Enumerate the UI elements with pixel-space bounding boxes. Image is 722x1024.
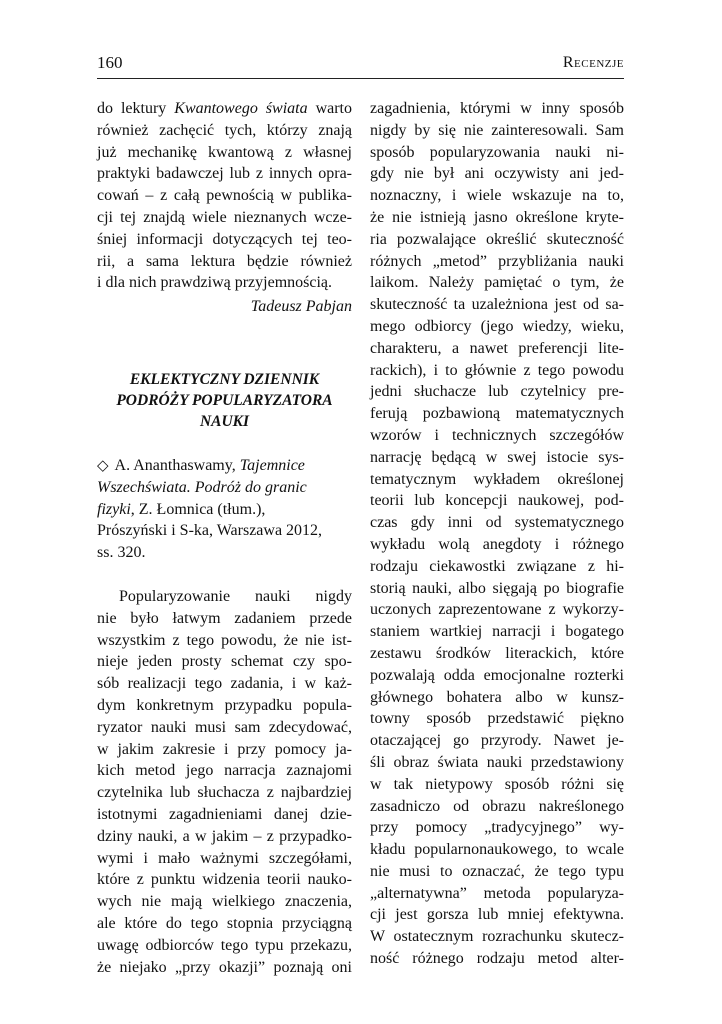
text-line: głównego bohatera albo w kunsz- [370,688,624,706]
text-line: w tak nietypowy sposób różni się [370,775,624,793]
text-line: które z punktu widzenia teorii nauko- [97,871,352,889]
text-line: uwagę odbiorców tego typu przekazu, [97,936,352,954]
text-line: towny sposób przedstawić piękno [370,710,624,728]
text-line: cowań – z całą pewnością w publika- [97,187,352,205]
text-line: dym konkretnym przypadku popula- [97,696,352,714]
text-line: skuteczność ta uzależniona jest od sa- [370,296,624,314]
text-line: kładu popularnonaukowego, to wcale [370,841,624,859]
bib-line: fizyki, Z. Łomnica (tłum.), [97,500,266,518]
bib-line: ss. 320. [97,544,146,562]
text-line: czas gdy inni od systematycznego [370,514,624,532]
text-line: „alternatywna” metoda popularyza- [370,884,624,902]
diamond-icon: ◇ [97,457,109,474]
text-line: sposób popularyzowania nauki ni- [370,143,624,161]
text-line: charakteru, a nawet preferencji lite- [370,339,624,357]
text-line: praktyki badawczej lub z innych opra- [97,165,352,183]
text-line: sób realizacji tego zadania, i w każ- [97,675,352,693]
text-line: wych nie mają wielkiego znaczenia, [97,893,352,911]
text-line: staniem wartkiej narracji i bogatego [370,623,624,641]
text-line: pozwalają odda emocjonalne rozterki [370,666,624,684]
text-line: że niejako „przy okazji” poznają oni [97,958,352,976]
text-line: przy pomocy „tradycyjnego” wy- [370,819,624,837]
left-column [97,98,352,978]
text-line: różnych „metod” przybliżania nauki [370,252,624,270]
text-line: nieje jeden prosty schemat czy spo- [97,653,352,671]
text-line: i dla nich prawdziwą przyjemnością. [97,274,333,292]
text-line: wymi i mało ważnymi szczegółami, [97,849,352,867]
text-line: śniej informacji dotyczących tej teo- [97,230,352,248]
title-line: EKLEKTYCZNY DZIENNIK [129,370,320,388]
text-line: W ostatecznym rozrachunku skutecz- [370,928,624,946]
text-line: rackich), i to głównie z tego powodu [370,361,624,379]
right-column [370,98,624,970]
text-line: tematycznym wykładem określonej [370,470,624,488]
text-line: czytelnika lub słuchacza z najbardziej [97,784,352,802]
text-line: cji jest gorsza lub mniej efektywna. [370,906,624,924]
text-line: śli obraz świata nauki przedstawiony [370,753,624,771]
text-line: wszystkim z tego powodu, że nie ist- [97,631,352,649]
text-line: ryzator nauki musi sam zdecydować, [97,718,352,736]
text-line: ale które do tego stopnia przyciągną [97,914,352,932]
text-line: rodzaju ciekawostki związane z hi- [370,557,624,575]
text-line: kich metod jego narracja zaznajomi [97,762,352,780]
text-line: nie było łatwym zadaniem przede [97,609,352,627]
review-title [97,369,352,432]
text-line: laikom. Należy pamiętać o tym, że [370,274,624,292]
text-line: gdy nie był ani oczywisty ani jed- [370,165,624,183]
text-line: zestawu środków literackich, które [370,644,624,662]
text-line: nie musi to oznaczać, że tego typu [370,862,624,880]
text-line: zagadnienia, którymi w inny sposób [370,100,624,117]
text-line: już mechanikę kwantową z własnej [97,143,352,161]
text-line: zasadniczo od obrazu nakreślonego [370,797,624,815]
text-line: istotnymi zagadnieniami danej dzie- [97,805,352,823]
review-signature: Tadeusz Pabjan [250,298,352,316]
text-line: że nie istnieją jasno określone kryte- [370,208,624,226]
title-line: PODRÓŻY POPULARYZATORA [116,391,333,409]
bib-line: Wszechświata. Podróż do granic [97,478,307,496]
text-line: w jakim zakresie i przy pomocy ja- [97,740,352,758]
text-line: teorii lub koncepcji naukowej, pod- [370,492,624,510]
text-line: Popularyzowanie nauki nigdy [119,587,352,605]
text-line: ria pozwalające określić skuteczność [370,230,624,248]
text-line: dziny nauki, a w jakim – z przypadko- [97,827,352,845]
text-line: nigdy by się nie zainteresowali. Sam [370,121,624,139]
text-line: jedni słuchacze lub czytelnicy pre- [370,383,624,401]
text-line: narrację będącą w swej istocie sys- [370,448,624,466]
text-line: storią nauki, albo sięgają po biografie [370,579,624,597]
text-line: noznaczny, i wiele wskazuje na to, [370,187,624,205]
text-line: rii, a sama lektura będzie również [97,252,352,270]
running-head: Recenzje [562,54,624,71]
bib-line: ◇ A. Ananthaswamy, Tajemnice [97,456,305,474]
text-line: wykładu wolą anegdoty i różnego [370,535,624,553]
text-line: otaczającej go przyrody. Nawet je- [370,732,624,750]
text-line: do lektury Kwantowego świata warto [97,100,352,117]
text-line: wzorów i technicznych szczegółów [370,426,624,444]
text-line: ferują pozbawioną matematycznych [370,405,624,423]
text-line: cji tej znajdą wiele nieznanych wcze- [97,208,352,226]
book-title-emphasis: Kwantowego świata [174,100,308,117]
text-line: również zachęcić tych, którzy znają [97,121,352,139]
bib-line: Prószyński i S-ka, Warszawa 2012, [97,522,323,540]
text-line: mego odbiorcy (jego wiedzy, wieku, [370,317,624,335]
bibliographic-entry [97,455,352,564]
review-body-left [97,586,352,978]
title-line: NAUKI [199,412,250,430]
page-number: 160 [97,53,123,72]
text-line: uczonych zaprezentowane z wykorzy- [370,601,624,619]
text-line: ność różnego rodzaju metod alter- [370,950,624,968]
review1-conclusion [97,98,352,318]
page-header [97,52,624,79]
